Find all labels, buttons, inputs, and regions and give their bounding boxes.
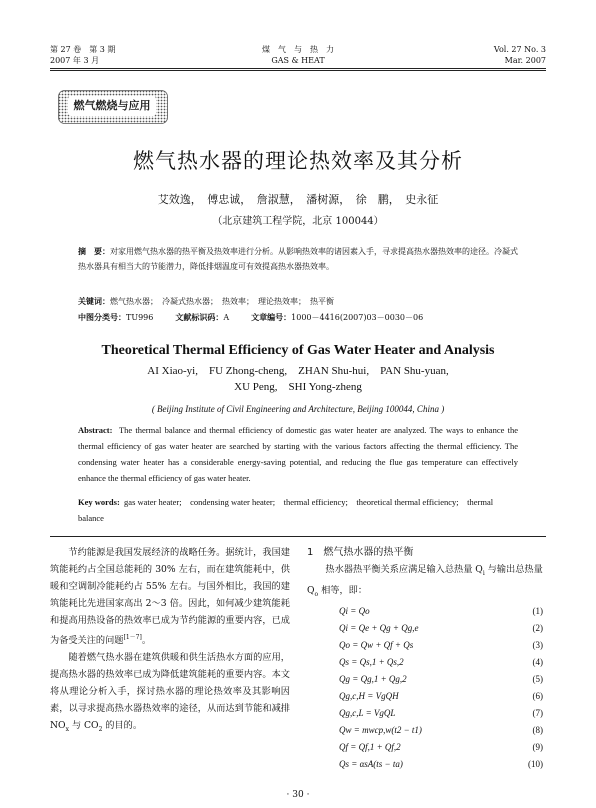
equation-list (307, 603, 547, 773)
equation-row (307, 756, 547, 773)
intro-mid: 与输出总热量 Q (307, 564, 543, 596)
abstract-cn-text: 对家用燃气热水器的热平衡及热效率进行分析。从影响热效率的诸因素入手，寻求提高热水器热效率的途径。冷凝式热水器具有相当大的节能潜力，降低排烟温度可有效提高热水器热效率。 (78, 247, 518, 271)
para2-text: 随着燃气热水器在建筑供暖和供生活热水方面的应用，提高热水器的热效率已成为降低建筑能耗的重要内容。本文将从理论分析入手，探讨热水器的理论热效率及其影响因素，以寻求提高热水器热效率的途径，从而达到节能和减排 NO (50, 652, 290, 732)
para2-sub-2: 2 (98, 725, 103, 733)
abstract-divider (50, 536, 546, 537)
para2-end: 的目的。 (102, 720, 143, 732)
equation-number: (7) (532, 707, 543, 718)
equation-expr: Qg,c,H = VgQH (339, 690, 399, 701)
equation-row (307, 688, 547, 705)
doc-code-value: A (223, 313, 230, 322)
para1-end: 。 (141, 635, 152, 647)
abstract-cn (78, 244, 518, 274)
intro-text: 热水器热平衡关系应满足输入总热量 Q (325, 564, 483, 575)
header-date-en: Mar. 2007 (504, 56, 546, 65)
para2-sub-x: x (65, 725, 69, 733)
equation-expr: Qo = Qw + Qf + Qs (339, 639, 414, 650)
equation-expr: Qs = αsA(ts − ta) (339, 758, 403, 769)
intro-sub-o: o (314, 590, 319, 598)
authors-en-line1: AI Xiao-yi, FU Zhong-cheng, ZHAN Shu-hui, PAN Shu-yuan, (147, 365, 449, 377)
clc-value: TU996 (126, 313, 154, 322)
keywords-en-label: Key words: (78, 497, 120, 507)
equation-number: (6) (532, 690, 543, 701)
equation-row (307, 654, 547, 671)
equation-row (307, 603, 547, 620)
header-volume-en (494, 44, 546, 66)
doc-code-label: 文献标识码： (175, 313, 224, 322)
equation-number: (1) (532, 605, 543, 616)
equation-row (307, 705, 547, 722)
equation-expr: Qi = Qe + Qg + Qg,e (339, 622, 419, 633)
abstract-cn-label: 摘 要： (78, 247, 110, 256)
authors-cn: 艾效逸， 傅忠诚， 詹淑慧， 潘树源， 徐 鹏， 史永征 (157, 193, 439, 206)
body-paragraph-1 (50, 544, 290, 649)
keywords-en (78, 494, 518, 526)
abstract-en (78, 422, 518, 486)
keywords-cn-label: 关键词： (78, 297, 110, 306)
header-journal-cn: 煤 气 与 热 力 (262, 45, 334, 54)
article-no-label: 文章编号： (251, 313, 292, 322)
abstract-en-text: The thermal balance and thermal efficiency of domestic gas water heater are analyzed. The ways to enhance the thermal efficiency of gas water heater are searched by starting with the various factors affecting the thermal efficiency. The condensing water heater has a considerable energy-saving potential, and reducing the flue gas temperature can effectively enhance the thermal efficiency of gas water heater. (78, 425, 518, 483)
equation-row (307, 722, 547, 739)
badge-label: 燃气燃烧与应用 (68, 96, 156, 116)
authors-en-line2: XU Peng, SHI Yong-zheng (234, 381, 362, 393)
intro-sub-i: i (482, 569, 485, 577)
equation-expr: Qw = mwcp,w(t2 − t1) (339, 724, 422, 735)
clc-label: 中图分类号： (78, 313, 126, 322)
header-vol-no: Vol. 27 No. 3 (493, 45, 546, 54)
page-title-en: Theoretical Thermal Efficiency of Gas Water Heater and Analysis (101, 343, 495, 358)
intro-end: 相等，即： (318, 584, 368, 596)
equation-expr: Qg,c,L = VgQL (339, 707, 396, 718)
equation-row (307, 637, 547, 654)
body-paragraph-2 (50, 649, 290, 738)
equation-expr: Qf = Qf,1 + Qf,2 (339, 741, 401, 752)
body-right-column (307, 544, 547, 773)
body-left-column (50, 544, 290, 738)
article-no-value: 1000－4416(2007)03－0030－06 (291, 313, 424, 322)
keywords-cn-text: 燃气热水器； 冷凝式热水器； 热效率； 理论热效率； 热平衡 (110, 297, 334, 306)
equation-row (307, 671, 547, 688)
authors-en (0, 363, 596, 395)
keywords-cn (78, 295, 518, 308)
para1-citation: [1－7] (123, 634, 142, 641)
equation-number: (4) (532, 656, 543, 667)
section-heading-1: 1 燃气热水器的热平衡 (307, 547, 414, 558)
affiliation-cn: （北京建筑工程学院，北京 100044） (212, 216, 384, 227)
header-rule-top (50, 68, 546, 69)
para1-text: 节约能源是我国发展经济的战略任务。据统计，我国建筑能耗约占全国总能耗的 30% 左右，而在建筑能耗中，供暖和空调制冷能耗约占 55% 左右。与国外相比，我国的建筑能耗比先进国家高出 2～3 倍。因此，如何减少建筑能耗和提高用热设备的热效率已成为节约能源的重要内容，已成为备受关注的问题 (50, 547, 290, 647)
keywords-en-text: gas water heater; condensing water heater; thermal efficiency; theoretical thermal efficiency; thermal balance (78, 497, 494, 523)
equation-row (307, 620, 547, 637)
equation-expr: Qs = Qs,1 + Qs,2 (339, 656, 404, 667)
equation-number: (3) (532, 639, 543, 650)
equation-row (307, 739, 547, 756)
equation-number: (8) (532, 724, 543, 735)
para2-mid: 与 CO (68, 720, 99, 732)
affiliation-en: ( Beijing Institute of Civil Engineering and Architecture, Beijing 100044, China ) (151, 404, 445, 414)
header-volume: 第 27 卷 第 3 期 (50, 45, 116, 54)
page-number: · 30 · (286, 790, 310, 800)
abstract-en-label: Abstract: (78, 425, 113, 435)
header-date-cn: 2007 年 3 月 (50, 56, 100, 65)
equation-number: (2) (532, 622, 543, 633)
equation-number: (10) (528, 758, 543, 769)
header-journal-en: GAS & HEAT (271, 56, 325, 65)
equation-number: (5) (532, 673, 543, 684)
equation-expr: Qi = Qo (339, 605, 370, 616)
section-badge (58, 90, 168, 124)
classification-line (78, 311, 518, 324)
section1-intro (307, 561, 547, 603)
header-rule-bottom (50, 70, 546, 71)
page-title-cn: 燃气热水器的理论热效率及其分析 (133, 149, 463, 173)
equation-number: (9) (532, 741, 543, 752)
equation-expr: Qg = Qg,1 + Qg,2 (339, 673, 407, 684)
